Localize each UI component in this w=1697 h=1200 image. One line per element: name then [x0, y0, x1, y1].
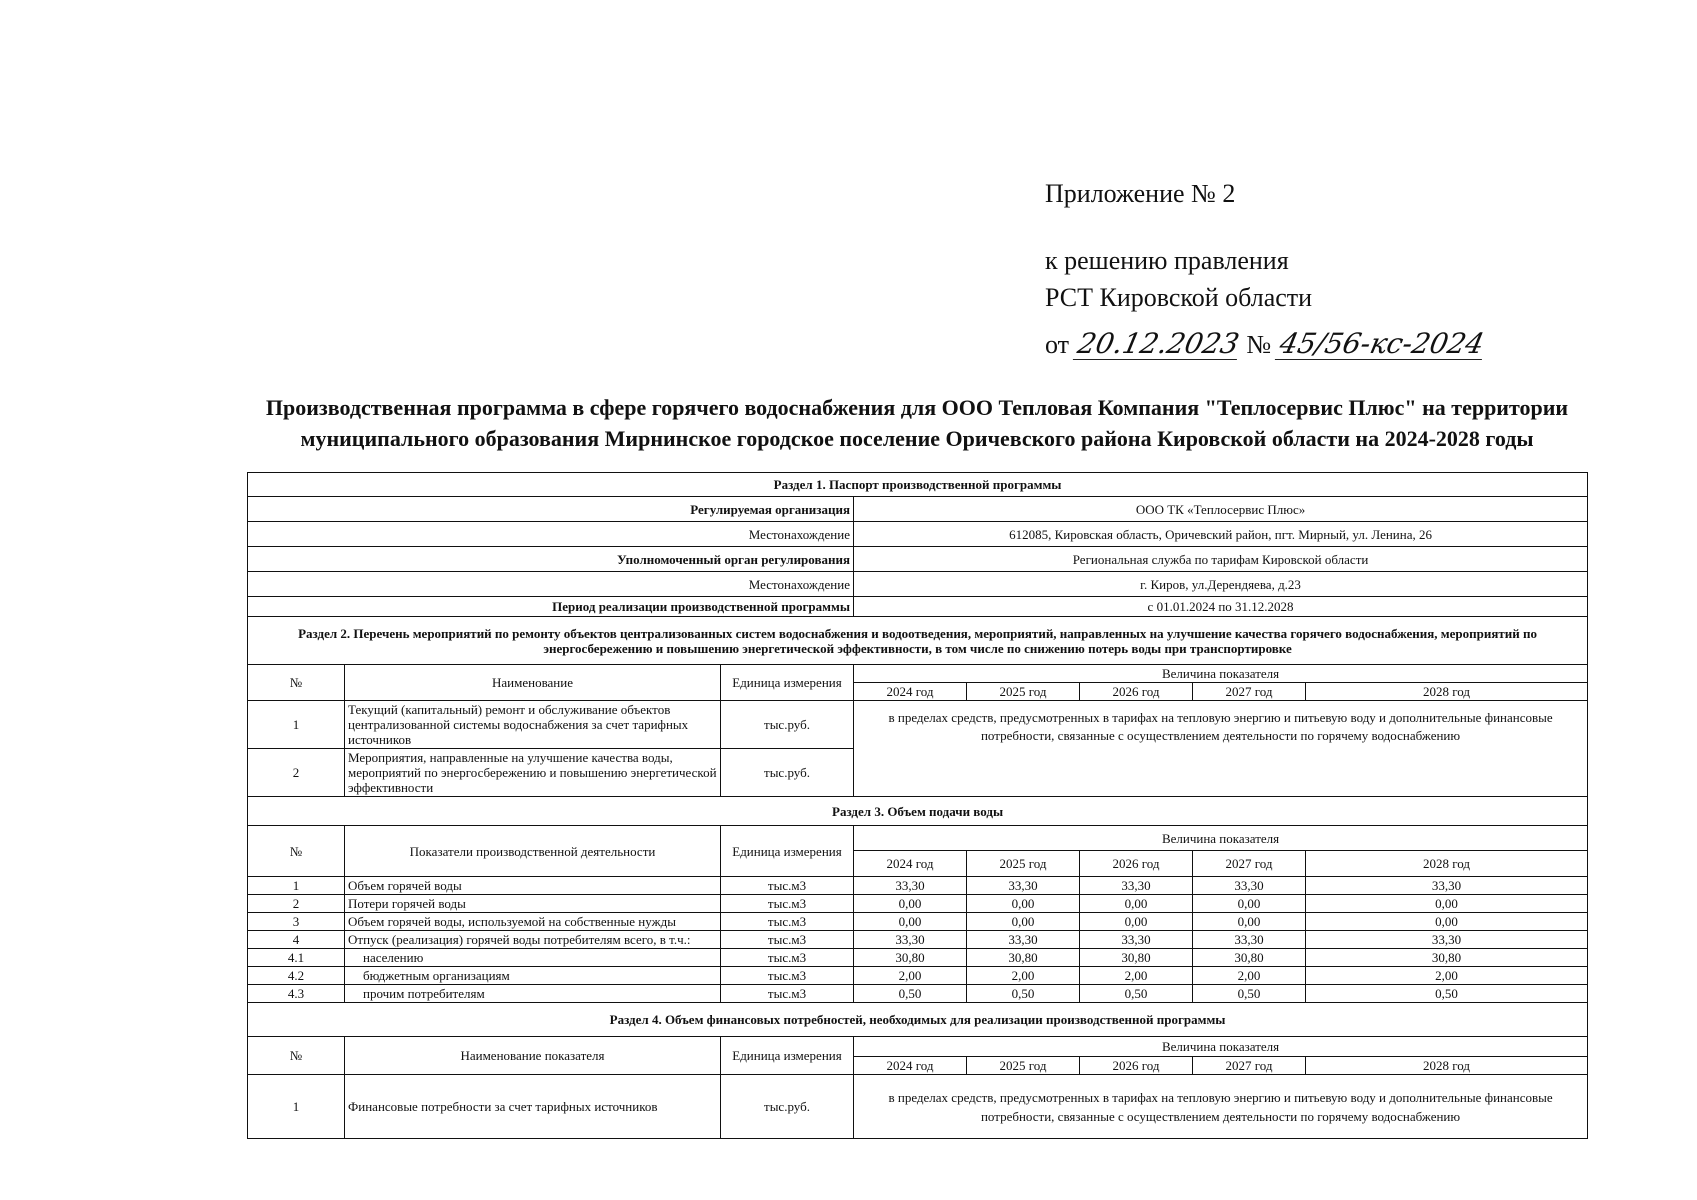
row-value: 0,50: [967, 985, 1080, 1003]
row-name: Объем горячей воды, используемой на собственные нужды: [345, 913, 721, 931]
row-value: 33,30: [1193, 931, 1306, 949]
row-unit: тыс.руб.: [721, 749, 854, 797]
passport-row: [248, 497, 1588, 522]
passport-row: [248, 572, 1588, 597]
row-value: 2,00: [967, 967, 1080, 985]
table-row: [248, 967, 1588, 985]
row-unit: тыс.м3: [721, 931, 854, 949]
handwritten-date: 20.12.2023: [1074, 327, 1242, 360]
row-value: 0,00: [1193, 895, 1306, 913]
passport-row: [248, 547, 1588, 572]
row-num: 4.1: [248, 949, 345, 967]
row-name: Потери горячей воды: [345, 895, 721, 913]
row-num: 2: [248, 749, 345, 797]
section3-heading-row: [248, 797, 1588, 826]
row-value: 33,30: [967, 931, 1080, 949]
appendix-line-decision: к решению правления: [1045, 246, 1289, 275]
col-num-header: №: [248, 665, 345, 701]
year-header: 2025 год: [967, 683, 1080, 701]
row-unit: тыс.м3: [721, 895, 854, 913]
row-value: 2,00: [1193, 967, 1306, 985]
year-header: 2024 год: [854, 683, 967, 701]
row-value: 0,00: [854, 913, 967, 931]
document-title: Производственная программа в сфере горячего водоснабжения для ООО Тепловая Компания "Теплосервис Плюс" на территории муниципального образования Мирнинское городское поселение Оричевского района Кировской области на 2024-2028 годы: [265, 395, 1569, 451]
row-num: 3: [248, 913, 345, 931]
row-value: 0,00: [854, 895, 967, 913]
row-num: 4: [248, 931, 345, 949]
row-value: 33,30: [1080, 877, 1193, 895]
appendix-line-authority: РСТ Кировской области: [1045, 283, 1313, 312]
year-header: 2028 год: [1306, 1057, 1588, 1075]
row-value: 30,80: [854, 949, 967, 967]
table-row: [248, 895, 1588, 913]
row-value: 2,00: [854, 967, 967, 985]
section2-header-row: [248, 665, 1588, 683]
year-header: 2027 год: [1193, 851, 1306, 877]
year-header: 2027 год: [1193, 1057, 1306, 1075]
year-header: 2026 год: [1080, 851, 1193, 877]
year-header: 2028 год: [1306, 851, 1588, 877]
handwritten-number: 45/56-кс-2024: [1276, 327, 1487, 360]
table-row: [248, 877, 1588, 895]
merged-note: в пределах средств, предусмотренных в тарифах на тепловую энергию и питьевую воду и дополнительные финансовые потребности, связанные с осуществлением деятельности по горячему водоснабжению: [854, 701, 1588, 797]
section3-heading: Раздел 3. Объем подачи воды: [248, 797, 1588, 826]
passport-label: Местонахождение: [248, 572, 854, 597]
row-unit: тыс.м3: [721, 985, 854, 1003]
row-value: 30,80: [967, 949, 1080, 967]
row-value: 33,30: [967, 877, 1080, 895]
year-header: 2026 год: [1080, 1057, 1193, 1075]
row-value: 2,00: [1080, 967, 1193, 985]
passport-label: Регулируемая организация: [248, 497, 854, 522]
section2-heading: Раздел 2. Перечень мероприятий по ремонту объектов централизованных систем водоснабжения и водоотведения, мероприятий, направленных на улучшение качества горячего водоснабжения, мероприятий по энергосбережению и повышению энергетической эффективности, в том числе по снижению потерь воды при транспортировке: [248, 617, 1588, 665]
number-prefix: №: [1246, 330, 1272, 359]
table-row: [248, 931, 1588, 949]
col-value-header: Величина показателя: [854, 665, 1588, 683]
section1-heading: Раздел 1. Паспорт производственной программы: [248, 473, 1588, 497]
row-num: 4.3: [248, 985, 345, 1003]
row-unit: тыс.руб.: [721, 1075, 854, 1139]
row-value: 30,80: [1080, 949, 1193, 967]
passport-label: Период реализации производственной программы: [248, 597, 854, 617]
passport-value: Региональная служба по тарифам Кировской области: [854, 547, 1588, 572]
col-name-header: Наименование показателя: [345, 1037, 721, 1075]
col-unit-header: Единица измерения: [721, 665, 854, 701]
row-value: 0,00: [1193, 913, 1306, 931]
col-name-header: Наименование: [345, 665, 721, 701]
col-num-header: №: [248, 1037, 345, 1075]
program-table: [247, 472, 1588, 1139]
passport-label: Уполномоченный орган регулирования: [248, 547, 854, 572]
row-value: 0,00: [1306, 895, 1588, 913]
row-value: 0,00: [1306, 913, 1588, 931]
year-header: 2024 год: [854, 1057, 967, 1075]
row-value: 33,30: [1306, 877, 1588, 895]
row-num: 1: [248, 1075, 345, 1139]
row-value: 30,80: [1306, 949, 1588, 967]
appendix-date-line: [1045, 327, 1487, 360]
row-value: 33,30: [854, 931, 967, 949]
year-header: 2026 год: [1080, 683, 1193, 701]
table-row: [248, 913, 1588, 931]
row-num: 2: [248, 895, 345, 913]
passport-row: [248, 597, 1588, 617]
row-name: Мероприятия, направленные на улучшение качества воды, мероприятий по энергосбережению и повышению энергетической эффективности: [345, 749, 721, 797]
row-value: 33,30: [1306, 931, 1588, 949]
row-value: 33,30: [1193, 877, 1306, 895]
passport-label: Местонахождение: [248, 522, 854, 547]
passport-value: ООО ТК «Теплосервис Плюс»: [854, 497, 1588, 522]
section2-heading-row: [248, 617, 1588, 665]
row-value: 0,00: [967, 913, 1080, 931]
year-header: 2024 год: [854, 851, 967, 877]
col-unit-header: Единица измерения: [721, 826, 854, 877]
col-value-header: Величина показателя: [854, 826, 1588, 851]
year-header: 2027 год: [1193, 683, 1306, 701]
table-row: [248, 701, 1588, 749]
appendix-title: Приложение № 2: [1045, 179, 1236, 208]
row-unit: тыс.м3: [721, 877, 854, 895]
section4-heading-row: [248, 1003, 1588, 1037]
col-value-header: Величина показателя: [854, 1037, 1588, 1057]
section4-header-row: [248, 1037, 1588, 1057]
row-name: Финансовые потребности за счет тарифных источников: [345, 1075, 721, 1139]
row-value: 0,00: [1080, 913, 1193, 931]
row-unit: тыс.м3: [721, 967, 854, 985]
section1-heading-row: [248, 473, 1588, 497]
section3-header-row: [248, 826, 1588, 851]
from-prefix: от: [1045, 330, 1070, 359]
passport-value: г. Киров, ул.Дерендяева, д.23: [854, 572, 1588, 597]
row-value: 0,50: [854, 985, 967, 1003]
row-num: 1: [248, 701, 345, 749]
row-name: Текущий (капитальный) ремонт и обслуживание объектов централизованной системы водоснабжения за счет тарифных источников: [345, 701, 721, 749]
year-header: 2025 год: [967, 1057, 1080, 1075]
passport-value: с 01.01.2024 по 31.12.2028: [854, 597, 1588, 617]
year-header: 2025 год: [967, 851, 1080, 877]
section4-heading: Раздел 4. Объем финансовых потребностей, необходимых для реализации производственной программы: [248, 1003, 1588, 1037]
row-value: 30,80: [1193, 949, 1306, 967]
merged-note: в пределах средств, предусмотренных в тарифах на тепловую энергию и питьевую воду и дополнительные финансовые потребности, связанные с осуществлением деятельности по горячему водоснабжению: [854, 1075, 1588, 1139]
row-value: 0,00: [1080, 895, 1193, 913]
row-unit: тыс.м3: [721, 913, 854, 931]
row-name: населению: [345, 949, 721, 967]
row-unit: тыс.м3: [721, 949, 854, 967]
passport-value: 612085, Кировская область, Оричевский район, пгт. Мирный, ул. Ленина, 26: [854, 522, 1588, 547]
row-value: 0,00: [967, 895, 1080, 913]
row-name: прочим потребителям: [345, 985, 721, 1003]
row-num: 4.2: [248, 967, 345, 985]
year-header: 2028 год: [1306, 683, 1588, 701]
row-value: 33,30: [854, 877, 967, 895]
row-num: 1: [248, 877, 345, 895]
passport-row: [248, 522, 1588, 547]
table-row: [248, 985, 1588, 1003]
row-value: 0,50: [1080, 985, 1193, 1003]
row-unit: тыс.руб.: [721, 701, 854, 749]
row-value: 0,50: [1193, 985, 1306, 1003]
table-row: [248, 949, 1588, 967]
row-value: 2,00: [1306, 967, 1588, 985]
row-name: Отпуск (реализация) горячей воды потребителям всего, в т.ч.:: [345, 931, 721, 949]
row-value: 0,50: [1306, 985, 1588, 1003]
col-unit-header: Единица измерения: [721, 1037, 854, 1075]
row-name: бюджетным организациям: [345, 967, 721, 985]
row-name: Объем горячей воды: [345, 877, 721, 895]
row-value: 33,30: [1080, 931, 1193, 949]
table-row: [248, 1075, 1588, 1139]
col-name-header: Показатели производственной деятельности: [345, 826, 721, 877]
col-num-header: №: [248, 826, 345, 877]
